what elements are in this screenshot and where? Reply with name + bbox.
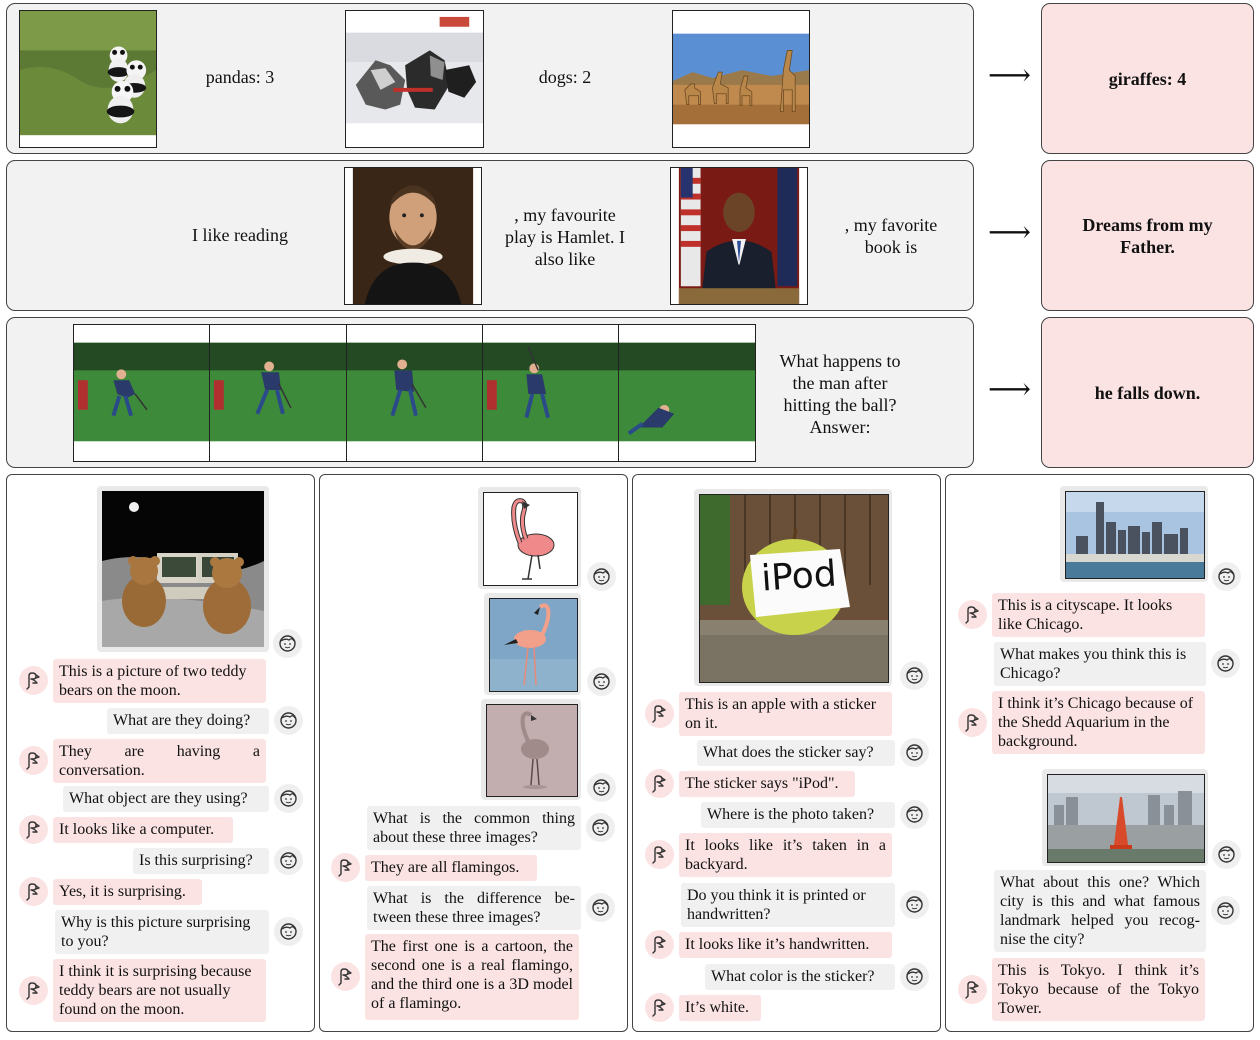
model-message: It looks like a computer. bbox=[53, 817, 233, 843]
user-message: Where is the photo taken? bbox=[701, 802, 895, 828]
flamingo-cartoon-image bbox=[483, 492, 578, 586]
tokyo-frame bbox=[1042, 769, 1208, 866]
user-message: Do you think it is printed or handwritten? bbox=[681, 883, 895, 927]
teddy-image-frame bbox=[97, 486, 269, 652]
model-message: This is Tokyo. I think it’s Tokyo because of the Tokyo Tower. bbox=[992, 958, 1205, 1021]
user-message: What color is the sticker? bbox=[705, 964, 895, 990]
video-frame-1 bbox=[73, 324, 211, 462]
obama-image bbox=[670, 167, 808, 305]
user-message: What is the difference be- tween these three images? bbox=[367, 886, 581, 930]
user-face-icon bbox=[587, 562, 616, 591]
user-message: What are they doing? bbox=[107, 708, 269, 734]
user-face-icon bbox=[1211, 896, 1240, 925]
flamingo-icon bbox=[19, 815, 48, 844]
user-message: What does the sticker say? bbox=[697, 740, 895, 766]
model-message: The sticker says "iPod". bbox=[679, 771, 855, 797]
arrow-row2: ⟶ bbox=[988, 216, 1032, 249]
arrow-row3: ⟶ bbox=[988, 373, 1032, 406]
flamingo-icon bbox=[19, 877, 48, 906]
model-message: It looks like it’s handwritten. bbox=[679, 932, 892, 958]
model-message: The first one is a cartoon, the second one is a real flamingo, and the third one is a 3D model of a flamingo. bbox=[365, 934, 579, 1020]
user-message: Why is this picture surprising to you? bbox=[55, 910, 269, 954]
hamlet-text: , my favourite play is Hamlet. I also like bbox=[505, 205, 625, 269]
flamingo-icon bbox=[645, 699, 674, 728]
reading-text: I like reading bbox=[192, 225, 288, 245]
flamingo-icon bbox=[958, 708, 987, 737]
flamingo-3d-image bbox=[486, 704, 578, 797]
user-message: What is the common thing about these three images? bbox=[367, 806, 581, 850]
video-frame-2 bbox=[209, 324, 347, 462]
model-message: They are all flamingos. bbox=[365, 855, 537, 881]
video-frames bbox=[73, 324, 756, 462]
user-face-icon bbox=[587, 667, 616, 696]
flamingo-icon bbox=[958, 600, 987, 629]
user-message: Is this surprising? bbox=[133, 848, 269, 874]
video-frame-5 bbox=[618, 324, 756, 462]
ipod-apple-image bbox=[699, 494, 889, 683]
user-face-icon bbox=[586, 893, 615, 922]
model-message: They are having a conversation. bbox=[53, 739, 266, 783]
model-message: I think it is surprising because teddy bears are not usually found on the moon. bbox=[53, 959, 266, 1022]
flamingo-real-frame bbox=[484, 593, 581, 695]
model-message: It’s white. bbox=[679, 995, 761, 1021]
favorite-book-text: , my favorite book is bbox=[844, 215, 938, 257]
user-face-icon bbox=[1212, 562, 1241, 591]
user-face-icon bbox=[900, 738, 929, 767]
pandas-label: pandas: 3 bbox=[205, 67, 275, 87]
pandas-image bbox=[19, 10, 157, 148]
flamingo-icon bbox=[331, 962, 360, 991]
video-frame-4 bbox=[482, 324, 620, 462]
output-text-row3: he falls down. bbox=[1094, 382, 1201, 403]
output-text-row2: Dreams from my Father. bbox=[1082, 214, 1213, 257]
user-face-icon bbox=[586, 813, 615, 842]
flamingo-icon bbox=[645, 993, 674, 1022]
model-message: It looks like it’s taken in a backyard. bbox=[679, 833, 892, 877]
flamingo-icon bbox=[19, 666, 48, 695]
user-face-icon bbox=[274, 784, 303, 813]
user-face-icon bbox=[274, 917, 303, 946]
flamingo-icon bbox=[958, 975, 987, 1004]
user-message: What makes you think this is Chicago? bbox=[994, 642, 1206, 686]
model-message: I think it’s Chicago because of the Shedd Aquarium in the background. bbox=[992, 691, 1205, 754]
flamingo-icon bbox=[19, 746, 48, 775]
user-face-icon bbox=[900, 962, 929, 991]
user-message: What about this one? Which city is this and what famous landmark helped you recog- nise the city? bbox=[994, 870, 1206, 952]
model-message: This is a cityscape. It looks like Chicago. bbox=[992, 593, 1205, 637]
model-message: This is a picture of two teddy bears on the moon. bbox=[53, 659, 266, 703]
tokyo-image bbox=[1047, 774, 1205, 863]
flamingo-real-image bbox=[489, 598, 578, 692]
model-message: This is an apple with a sticker on it. bbox=[679, 692, 892, 736]
user-face-icon bbox=[274, 846, 303, 875]
user-face-icon bbox=[274, 706, 303, 735]
ipod-apple-frame bbox=[694, 489, 892, 686]
flamingo-icon bbox=[331, 853, 360, 882]
dogs-label: dogs: 2 bbox=[538, 67, 592, 87]
output-row2 bbox=[1041, 160, 1254, 311]
chicago-frame bbox=[1060, 486, 1208, 582]
user-face-icon bbox=[587, 773, 616, 802]
flamingo-icon bbox=[19, 976, 48, 1005]
output-text-row1: giraffes: 4 bbox=[1108, 68, 1187, 89]
giraffes-image bbox=[672, 10, 810, 148]
user-message: What object are they using? bbox=[63, 786, 269, 812]
shakespeare-image bbox=[344, 167, 482, 305]
user-face-icon bbox=[900, 800, 929, 829]
output-row3 bbox=[1041, 317, 1254, 468]
chicago-image bbox=[1065, 491, 1205, 579]
arrow-row1: ⟶ bbox=[988, 59, 1032, 92]
sticker-text: iPod bbox=[759, 553, 838, 600]
user-face-icon bbox=[900, 890, 929, 919]
video-frame-3 bbox=[346, 324, 484, 462]
user-face-icon bbox=[273, 629, 302, 658]
flamingo-icon bbox=[645, 840, 674, 869]
teddy-bears-image bbox=[102, 491, 264, 647]
user-face-icon bbox=[900, 661, 929, 690]
flamingo-cartoon-frame bbox=[478, 487, 581, 589]
flamingo-icon bbox=[645, 769, 674, 798]
dogs-image bbox=[345, 10, 484, 148]
model-message: Yes, it is surprising. bbox=[53, 879, 202, 905]
user-face-icon bbox=[1211, 649, 1240, 678]
flamingo-3d-frame bbox=[481, 699, 581, 800]
flamingo-icon bbox=[645, 930, 674, 959]
video-question-text: What happens to the man after hitting the ball? Answer: bbox=[779, 351, 901, 437]
output-row1 bbox=[1041, 3, 1254, 154]
user-face-icon bbox=[1212, 840, 1241, 869]
